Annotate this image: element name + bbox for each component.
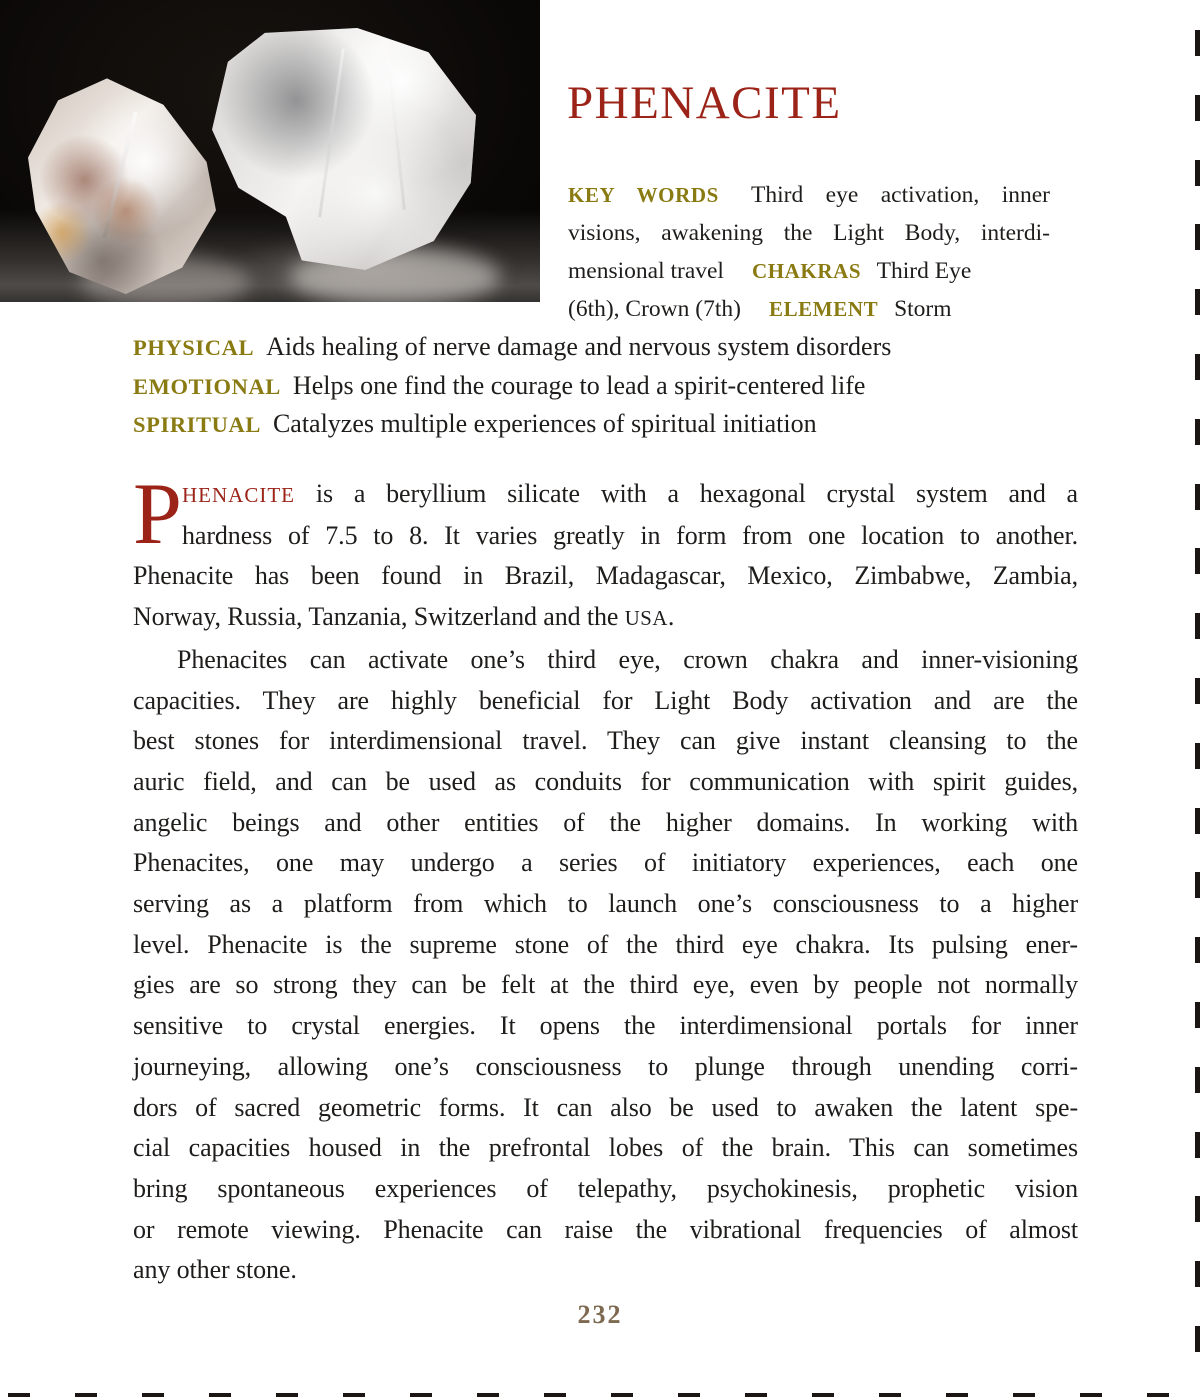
body-text-segment: sensitive to crystal energies. It opens the interdimensional portals for inner bbox=[133, 1011, 1078, 1041]
edge-mark-bottom bbox=[276, 1393, 298, 1397]
body-text-segment: angelic beings and other entities of the higher domains. In working with bbox=[133, 807, 1078, 837]
edge-mark-right bbox=[1195, 419, 1200, 445]
edge-mark-bottom bbox=[343, 1393, 365, 1397]
attribute-line bbox=[133, 328, 891, 367]
body-text-segment: auric field, and can be used as conduits for communication with spirit guides, bbox=[133, 766, 1078, 796]
edge-mark-bottom bbox=[209, 1393, 231, 1397]
paragraph2-line bbox=[133, 1210, 1078, 1251]
keyword-text: (6th), Crown (7th) bbox=[568, 296, 741, 322]
edge-mark-right bbox=[1195, 1261, 1200, 1287]
body-text-segment: USA bbox=[624, 607, 668, 631]
paragraph2-line bbox=[133, 1128, 1078, 1169]
paragraph1-line bbox=[133, 474, 1078, 516]
paragraph1-line bbox=[133, 597, 1078, 640]
attribute-line bbox=[133, 367, 891, 406]
edge-mark-right bbox=[1195, 1067, 1200, 1093]
keyword-text: Third Eye bbox=[876, 258, 972, 284]
keyword-text: Storm bbox=[894, 296, 952, 322]
paragraph2-line bbox=[133, 843, 1078, 884]
edge-mark-right bbox=[1195, 1002, 1200, 1028]
edge-mark-right bbox=[1195, 548, 1200, 574]
keyword-category-label: ELEMENT bbox=[768, 297, 879, 321]
keyword-text: Third eye activation, inner bbox=[750, 182, 1051, 208]
attribute-label: PHYSICAL bbox=[133, 335, 255, 360]
edge-mark-bottom bbox=[745, 1393, 767, 1397]
paragraph2-line bbox=[133, 1169, 1078, 1210]
paragraph1-line bbox=[133, 556, 1078, 597]
keyword-text: mensional travel bbox=[568, 258, 724, 284]
keywords-line bbox=[568, 252, 1050, 290]
body-text-segment: serving as a platform from which to launch one’s consciousness to a higher bbox=[133, 889, 1078, 919]
edge-mark-right bbox=[1195, 224, 1200, 250]
edge-mark-bottom bbox=[946, 1393, 968, 1397]
body-text-segment: Norway, Russia, Tanzania, Switzerland and the bbox=[133, 602, 625, 632]
edge-mark-bottom bbox=[410, 1393, 432, 1397]
drop-cap: P bbox=[133, 466, 182, 563]
body-text-segment: best stones for interdimensional travel. They can give instant cleansing to the bbox=[133, 726, 1078, 756]
edge-mark-right bbox=[1195, 808, 1200, 834]
lead-small-caps: HENACITE bbox=[182, 483, 295, 507]
edge-mark-right bbox=[1195, 95, 1200, 121]
attribute-text: Helps one find the courage to lead a spirit-centered life bbox=[292, 370, 866, 400]
paragraph2-line bbox=[133, 884, 1078, 925]
edge-mark-right bbox=[1195, 160, 1200, 186]
paragraph2-line bbox=[133, 681, 1078, 722]
paragraph2-line bbox=[133, 925, 1078, 966]
attributes-block bbox=[133, 328, 891, 444]
edge-mark-right bbox=[1195, 1326, 1200, 1352]
keywords-line bbox=[568, 214, 1050, 252]
body-text-segment: bring spontaneous experiences of telepathy, psychokinesis, prophetic vision bbox=[133, 1173, 1078, 1203]
body-text-segment: capacities. They are highly beneficial for Light Body activation and are the bbox=[133, 685, 1078, 715]
edge-mark-bottom bbox=[611, 1393, 633, 1397]
page-title: PHENACITE bbox=[567, 77, 842, 129]
edge-mark-bottom bbox=[8, 1393, 30, 1397]
edge-mark-bottom bbox=[75, 1393, 97, 1397]
paragraph2-line bbox=[133, 1088, 1078, 1129]
body-text-segment: level. Phenacite is the supreme stone of the third eye chakra. Its pulsing ener- bbox=[133, 929, 1078, 959]
keyword-text: visions, awakening the Light Body, interdi- bbox=[568, 220, 1050, 246]
crystal-photo bbox=[0, 0, 540, 302]
edge-mark-bottom bbox=[1147, 1393, 1169, 1397]
body-text-segment: Phenacites can activate one’s third eye, crown chakra and inner-visioning bbox=[177, 644, 1078, 674]
body-text-segment: . bbox=[667, 602, 675, 632]
body-text-segment: dors of sacred geometric forms. It can also be used to awaken the latent spe- bbox=[133, 1092, 1078, 1122]
edge-mark-bottom bbox=[812, 1393, 834, 1397]
edge-mark-right bbox=[1195, 354, 1200, 380]
body-text-segment: journeying, allowing one’s consciousness to plunge through unending corri- bbox=[133, 1051, 1078, 1081]
edge-mark-right bbox=[1195, 937, 1200, 963]
paragraph2-line bbox=[133, 762, 1078, 803]
page-number: 232 bbox=[577, 1300, 623, 1329]
edge-mark-bottom bbox=[1080, 1393, 1102, 1397]
body-text-segment: Phenacites, one may undergo a series of initiatory experiences, each one bbox=[133, 848, 1078, 878]
body-text-segment: Phenacite has been found in Brazil, Madagascar, Mexico, Zimbabwe, Zambia, bbox=[133, 561, 1078, 591]
edge-mark-bottom bbox=[879, 1393, 901, 1397]
edge-mark-right bbox=[1195, 613, 1200, 639]
body-text-segment: cial capacities housed in the prefrontal lobes of the brain. This can sometimes bbox=[133, 1133, 1078, 1163]
paragraph2-line bbox=[133, 965, 1078, 1006]
edge-mark-right bbox=[1195, 30, 1200, 56]
paragraph2-line bbox=[133, 803, 1078, 844]
paragraph2-line bbox=[133, 1047, 1078, 1088]
keywords-block bbox=[568, 176, 1050, 328]
body-text-segment: gies are so strong they can be felt at the third eye, even by people not normally bbox=[133, 970, 1078, 1000]
edge-mark-right bbox=[1195, 678, 1200, 704]
edge-mark-right bbox=[1195, 484, 1200, 510]
edge-mark-bottom bbox=[1013, 1393, 1035, 1397]
edge-mark-bottom bbox=[678, 1393, 700, 1397]
edge-mark-right bbox=[1195, 872, 1200, 898]
keywords-line bbox=[568, 290, 1050, 328]
edge-mark-right bbox=[1195, 1196, 1200, 1222]
edge-mark-right bbox=[1195, 289, 1200, 315]
keyword-category-label: KEY WORDS bbox=[568, 183, 719, 207]
attribute-label: SPIRITUAL bbox=[133, 412, 261, 437]
edge-mark-bottom bbox=[142, 1393, 164, 1397]
attribute-line bbox=[133, 405, 891, 444]
body-text bbox=[133, 466, 1078, 1291]
edge-mark-bottom bbox=[544, 1393, 566, 1397]
edge-mark-right bbox=[1195, 743, 1200, 769]
edge-mark-right bbox=[1195, 1132, 1200, 1158]
attribute-label: EMOTIONAL bbox=[133, 373, 281, 399]
paragraph2-line bbox=[133, 640, 1078, 681]
body-text-segment: hardness of 7.5 to 8. It varies greatly in form from one location to another. bbox=[182, 520, 1078, 550]
keywords-line bbox=[568, 176, 1050, 214]
paragraph2-line bbox=[133, 721, 1078, 762]
body-text-segment: or remote viewing. Phenacite can raise the vibrational frequencies of almost bbox=[133, 1214, 1078, 1244]
body-text-segment: is a beryllium silicate with a hexagonal crystal system and a bbox=[294, 479, 1078, 508]
attribute-text: Aids healing of nerve damage and nervous system disorders bbox=[266, 332, 892, 361]
paragraph2-line bbox=[133, 1250, 1078, 1291]
paragraph2-line bbox=[133, 1006, 1078, 1047]
keyword-category-label: CHAKRAS bbox=[751, 259, 862, 283]
paragraph1-line bbox=[133, 516, 1078, 557]
attribute-text: Catalyzes multiple experiences of spiritual initiation bbox=[272, 409, 817, 438]
body-text-segment: any other stone. bbox=[133, 1255, 297, 1285]
edge-mark-bottom bbox=[477, 1393, 499, 1397]
